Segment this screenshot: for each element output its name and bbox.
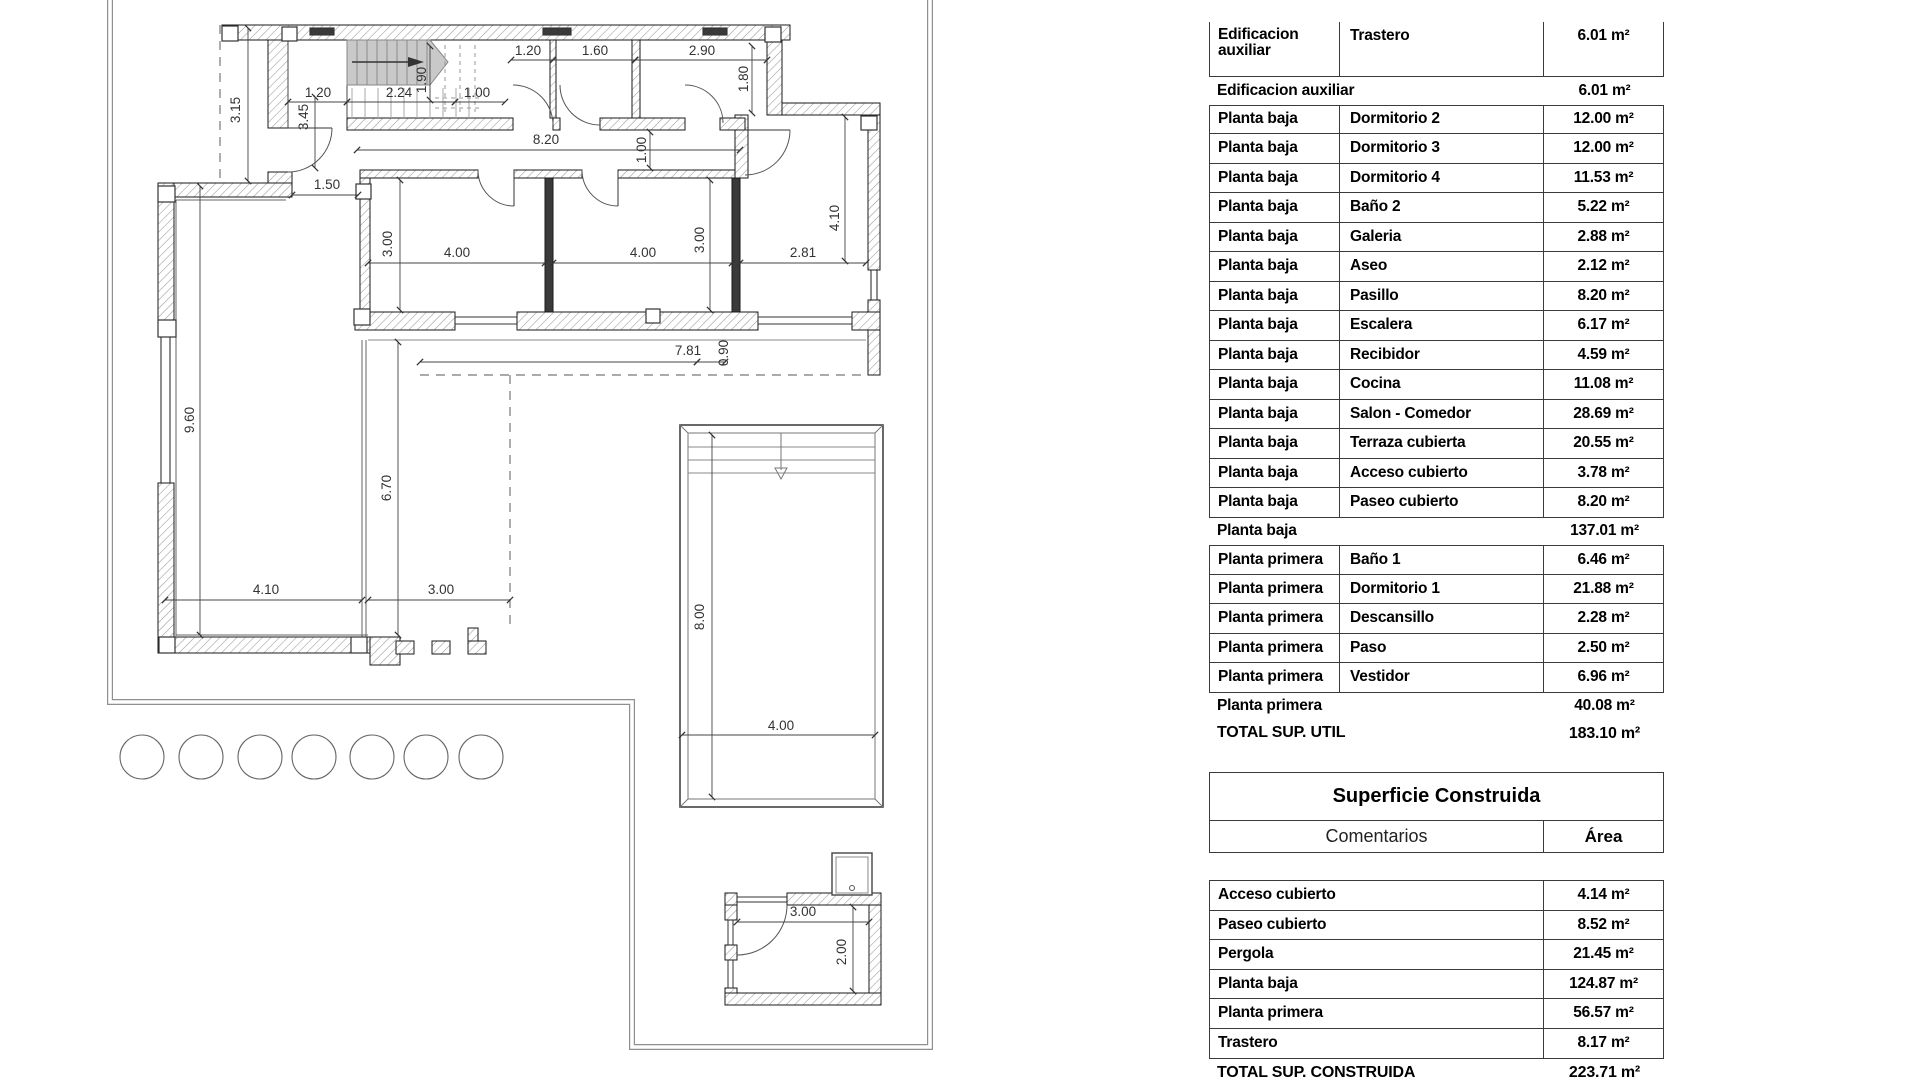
construida-header [1209,772,1664,853]
floor-cell: Planta baja [1210,164,1340,193]
area-cell: 8.17 m² [1577,1034,1630,1052]
table-row [1209,370,1664,400]
dimension-label: 4.00 [629,245,657,260]
table-row [1209,223,1664,253]
room-cell: Cocina [1340,370,1544,399]
dimension-label: 1.20 [514,43,542,58]
dimension-label: 6.70 [379,474,394,502]
room-cell: Aseo [1340,252,1544,281]
construida-rows [1209,880,1664,1059]
area-cell: 6.17 m² [1577,316,1630,334]
dimension-label: 1.20 [304,85,332,100]
room-cell: Escalera [1340,311,1544,340]
floor-cell: Edificacion auxiliar [1217,81,1355,99]
room-cell: Descansillo [1340,604,1544,633]
area-cell: 8.20 m² [1577,286,1630,304]
comment-cell: Paseo cubierto [1210,911,1544,940]
floor-cell: Planta primera [1217,697,1322,715]
room-cell: Pasillo [1340,282,1544,311]
table-row [1209,720,1664,748]
dimension-label: 3.00 [789,904,817,919]
area-cell: 6.46 m² [1577,550,1630,568]
dimension-label: 2.81 [789,245,817,260]
table-row [1209,575,1664,605]
area-cell: 12.00 m² [1573,139,1634,157]
floor-cell: Planta baja [1210,193,1340,222]
floor-cell: Planta baja [1210,370,1340,399]
area-cell: 2.88 m² [1577,227,1630,245]
area-cell: 183.10 m² [1568,724,1641,742]
dimension-label: 3.45 [296,103,311,131]
table-row [1210,881,1663,911]
area-cell: 6.96 m² [1577,668,1630,686]
table-row [1209,545,1664,575]
area-cell: 28.69 m² [1573,404,1634,422]
comment-cell: Planta primera [1210,999,1544,1028]
floor-cell: Planta baja [1217,522,1297,540]
area-cell: 5.22 m² [1577,198,1630,216]
area-cell: 8.52 m² [1577,915,1630,933]
room-cell: Recibidor [1340,341,1544,370]
area-cell: 56.57 m² [1573,1004,1634,1022]
table-row [1209,341,1664,371]
dimension-label: 1.50 [313,177,341,192]
dimension-label: 2.24 [385,85,413,100]
room-cell: Paseo cubierto [1340,488,1544,517]
table-row [1209,77,1664,105]
floor-cell: Planta baja [1210,106,1340,134]
dimension-label: 7.81 [674,343,702,358]
dimension-label: 4.00 [767,718,795,733]
area-cell: 137.01 m² [1570,522,1639,540]
total-area: 223.71 m² [1568,1064,1641,1080]
comment-cell: Planta baja [1210,970,1544,999]
dimension-label: 1.80 [736,65,751,93]
comment-cell: Pergola [1210,940,1544,969]
floor-cell: Planta baja [1210,223,1340,252]
construida-total-row [1209,1059,1664,1080]
floor-cell: Planta baja [1210,341,1340,370]
table-row [1209,400,1664,430]
floor-cell: Planta baja [1210,311,1340,340]
table-row [1209,518,1664,546]
area-cell: 2.28 m² [1577,609,1630,627]
room-cell: Baño 1 [1340,546,1544,574]
table-row [1210,999,1663,1029]
trees [120,735,503,779]
table-row [1209,634,1664,664]
room-cell: Salon - Comedor [1340,400,1544,429]
floor-cell: Planta baja [1210,400,1340,429]
dimension-label: 1.90 [414,66,429,94]
floor-cell: Planta baja [1210,459,1340,488]
area-cell: 8.20 m² [1577,493,1630,511]
area-cell: 4.14 m² [1577,886,1630,904]
dimension-label: 1.00 [634,136,649,164]
area-cell: 3.78 m² [1577,463,1630,481]
table-row [1209,134,1664,164]
floor-cell: Planta baja [1210,429,1340,458]
comment-cell: Trastero [1210,1029,1544,1059]
room-cell: Galeria [1340,223,1544,252]
room-cell: Dormitorio 2 [1340,106,1544,134]
room-cell: Dormitorio 1 [1340,575,1544,604]
table-row [1209,282,1664,312]
superficie-util-table [1209,22,1664,748]
dimension-label: 1.00 [463,85,491,100]
area-cell: 21.45 m² [1573,945,1634,963]
construida-title: Superficie Construida [1210,773,1663,821]
floor-cell: Planta baja [1210,282,1340,311]
dimension-label: 3.00 [380,230,395,258]
pool [680,425,883,807]
dimension-label: 1.60 [581,43,609,58]
dimension-label: 3.00 [427,582,455,597]
room-cell: Terraza cubierta [1340,429,1544,458]
table-row [1209,164,1664,194]
table-row [1210,911,1663,941]
table-row [1209,663,1664,693]
area-cell: 21.88 m² [1573,579,1634,597]
floor-cell: Planta primera [1210,546,1340,574]
comment-cell: Acceso cubierto [1210,881,1544,910]
area-cell: 2.50 m² [1577,638,1630,656]
floor-cell: Planta baja [1210,488,1340,517]
table-row [1209,311,1664,341]
room-cell: Dormitorio 3 [1340,134,1544,163]
area-cell: 40.08 m² [1574,697,1635,715]
comentarios-column-header: Comentarios [1210,821,1544,852]
table-row [1210,970,1663,1000]
room-cell: Paso [1340,634,1544,663]
dimension-label: 9.60 [182,406,197,434]
superficie-construida-table [1209,772,1664,1080]
table-row [1210,940,1663,970]
area-cell: 12.00 m² [1573,110,1634,128]
floor-cell: Planta primera [1210,575,1340,604]
outbuilding [725,853,881,1005]
table-row [1209,22,1664,77]
area-cell: 6.01 m² [1578,81,1631,99]
dimension-label: 3.15 [228,96,243,124]
dimension-label: 2.90 [688,43,716,58]
room-cell: Dormitorio 4 [1340,164,1544,193]
area-cell: 20.55 m² [1573,434,1634,452]
floor-cell: Planta primera [1210,634,1340,663]
dimension-label: 4.10 [827,204,842,232]
table-row [1209,429,1664,459]
total-label: TOTAL SUP. CONSTRUIDA [1217,1063,1416,1080]
table-row [1209,459,1664,489]
table-row [1209,193,1664,223]
room-cell: Acceso cubierto [1340,459,1544,488]
floor-cell: Planta primera [1210,604,1340,633]
dimension-label: 2.00 [834,938,849,966]
area-cell: 124.87 m² [1569,974,1638,992]
table-row [1210,1029,1663,1059]
area-cell: 6.01 m² [1577,27,1630,44]
area-cell: 11.08 m² [1573,375,1634,393]
table-row [1209,693,1664,721]
floor-cell: Planta baja [1210,252,1340,281]
dimension-label: 0.90 [716,339,731,367]
floor-cell: Planta primera [1210,663,1340,692]
table-row [1209,604,1664,634]
area-cell: 11.53 m² [1573,168,1634,186]
room-cell: Baño 2 [1340,193,1544,222]
dimension-label: 4.00 [443,245,471,260]
room-cell: Vestidor [1340,663,1544,692]
dimension-label: 8.00 [692,603,707,631]
table-row [1209,252,1664,282]
floor-cell: Planta baja [1210,134,1340,163]
table-row [1209,105,1664,135]
floor-cell: TOTAL SUP. UTIL [1217,724,1346,742]
area-cell: 4.59 m² [1577,345,1630,363]
dimension-label: 8.20 [532,132,560,147]
dimension-label: 4.10 [252,582,280,597]
room-cell: Trastero [1340,22,1544,76]
dimension-label: 3.00 [692,226,707,254]
table-row [1209,488,1664,518]
floor-cell: Edificacion auxiliar [1210,22,1340,76]
area-cell: 2.12 m² [1577,257,1630,275]
area-column-header: Área [1584,826,1623,846]
